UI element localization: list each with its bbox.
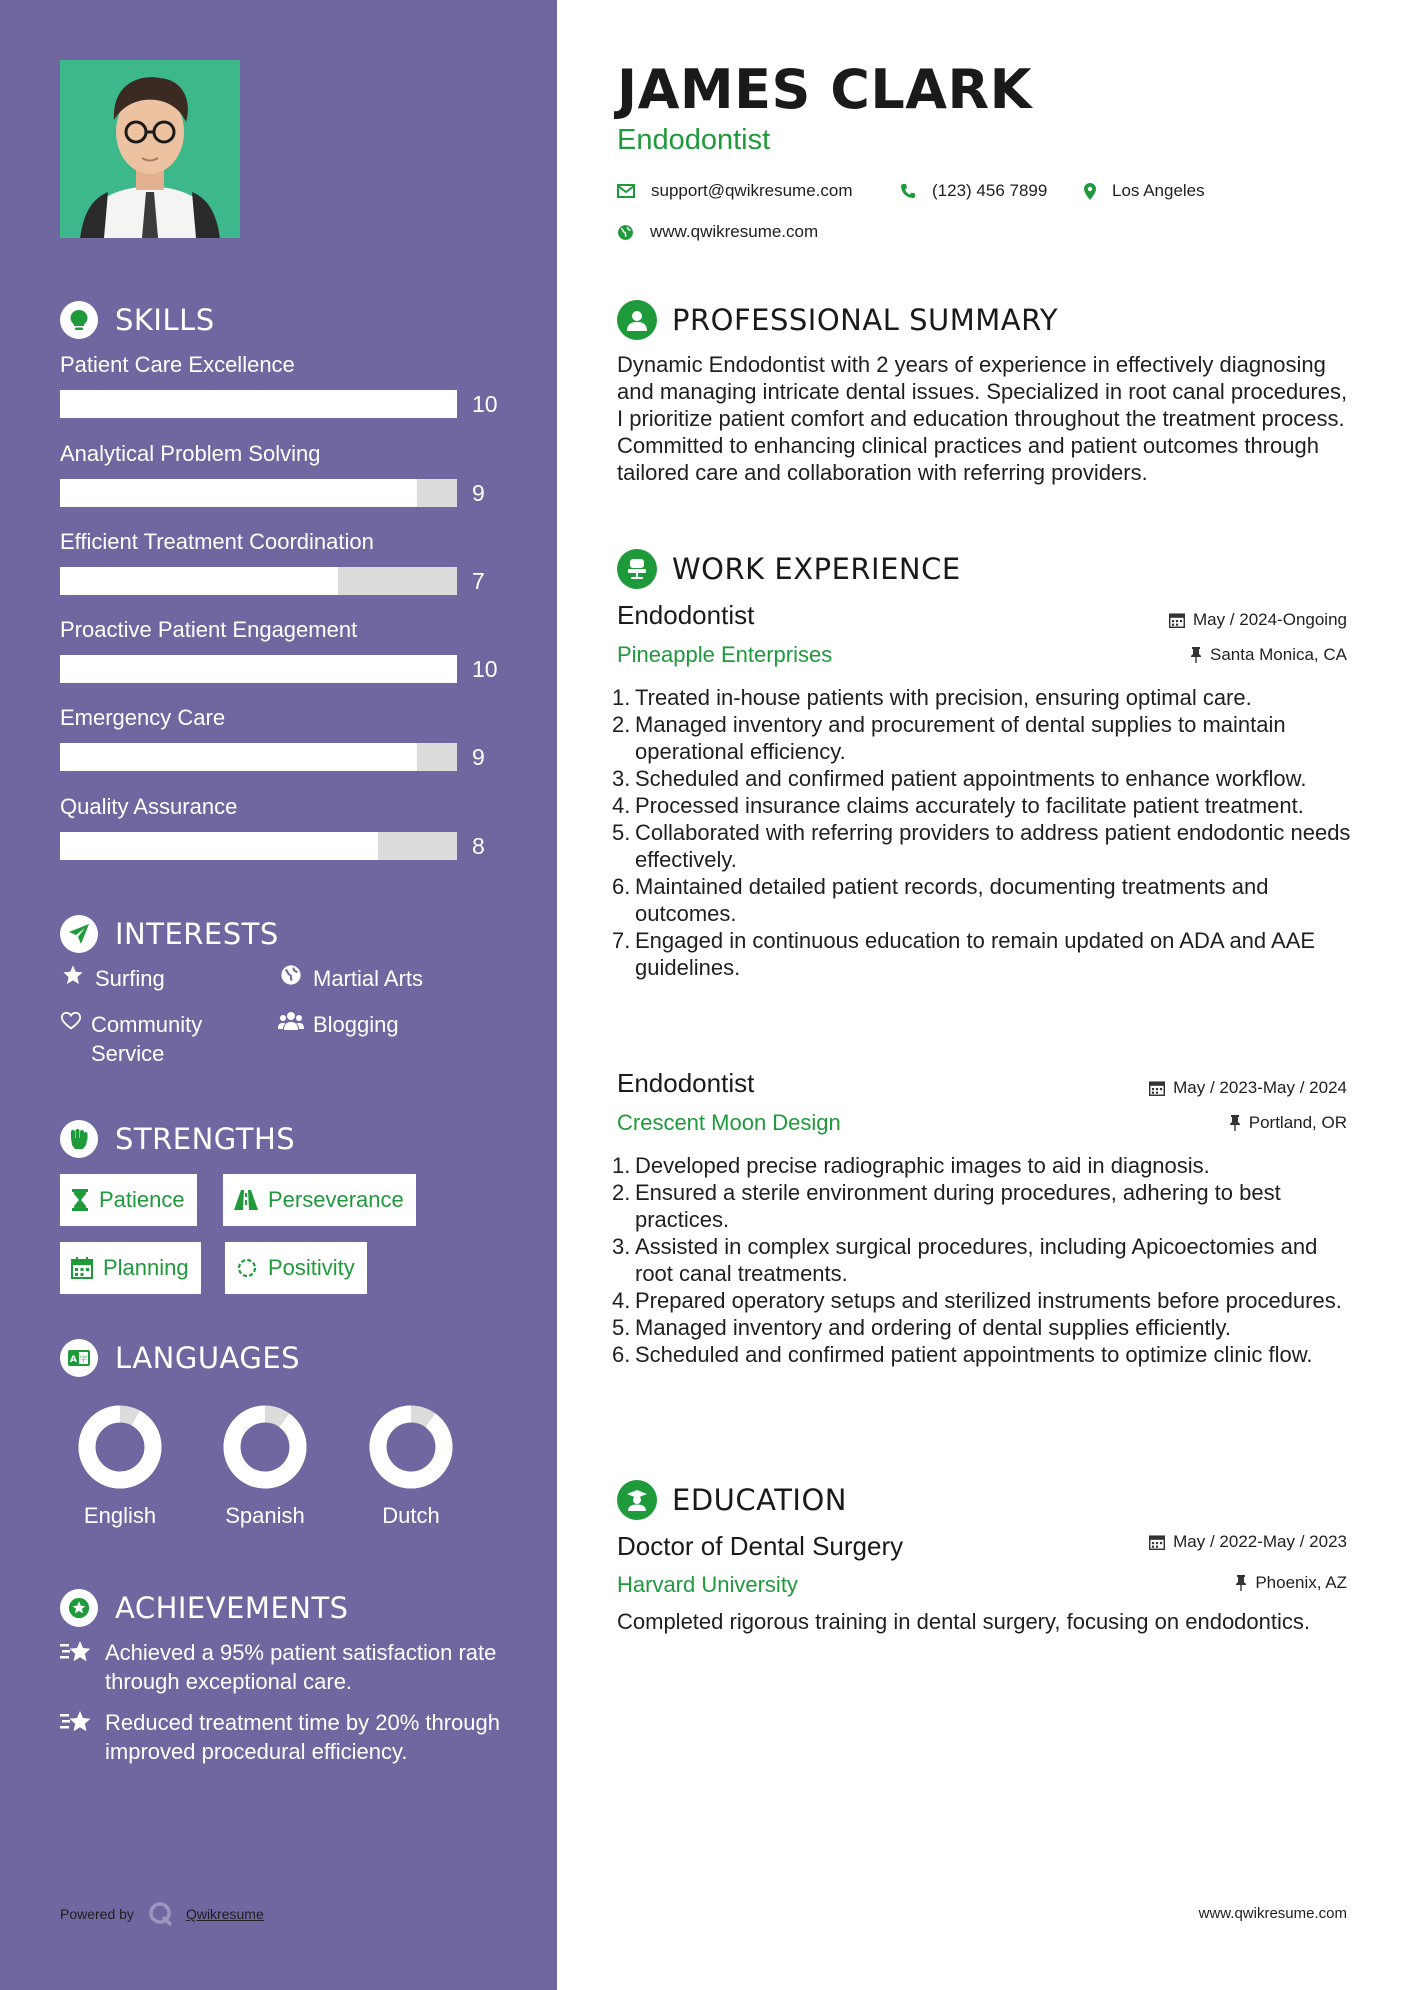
map-pin-icon xyxy=(1084,183,1096,200)
skill-bar-fill xyxy=(60,567,338,595)
list-item: Ensured a sterile environment during procedures, adhering to best practices. xyxy=(635,1180,1281,1232)
job-duties-list xyxy=(612,684,1357,981)
hourglass-icon xyxy=(71,1189,89,1211)
calendar-icon xyxy=(1149,1080,1165,1096)
language-ring xyxy=(351,1402,471,1492)
envelope-icon xyxy=(617,184,635,198)
skill-name: Proactive Patient Engagement xyxy=(60,617,358,642)
job-location xyxy=(1229,1113,1347,1133)
summary-title: PROFESSIONAL SUMMARY xyxy=(672,303,1059,337)
skill-item xyxy=(60,441,500,506)
interests-title: INTERESTS xyxy=(115,917,279,951)
svg-text:A: A xyxy=(70,1355,77,1365)
achievement-item xyxy=(60,1638,520,1696)
star-icon xyxy=(60,964,86,986)
powered-by-label: Powered by xyxy=(60,1906,134,1922)
summary-header xyxy=(617,300,1058,340)
experience-header xyxy=(617,549,961,589)
skill-level: 9 xyxy=(472,480,485,506)
strength-label: Planning xyxy=(103,1255,189,1280)
language-item xyxy=(205,1402,325,1529)
briefcase-chair-icon xyxy=(617,549,657,589)
skill-item xyxy=(60,529,500,594)
strengths-title: STRENGTHS xyxy=(115,1122,296,1156)
skill-level: 7 xyxy=(472,568,485,594)
lightbulb-icon xyxy=(60,301,98,339)
interest-label: Community Service xyxy=(91,1012,203,1066)
strengths-header xyxy=(60,1120,295,1158)
education-school: Harvard University xyxy=(617,1572,798,1597)
skill-bar xyxy=(60,832,457,860)
education-location xyxy=(1235,1573,1347,1593)
graduate-icon xyxy=(617,1480,657,1520)
job-location xyxy=(1190,645,1347,665)
candidate-name: JAMES CLARK xyxy=(617,58,1032,121)
skill-item xyxy=(60,617,500,682)
interests-header xyxy=(60,915,279,953)
heart-outline-icon xyxy=(60,1010,82,1032)
email-text[interactable]: support@qwikresume.com xyxy=(651,181,853,200)
job-dates xyxy=(1169,610,1347,630)
language-ring xyxy=(205,1402,325,1492)
education-dates-text: May / 2022-May / 2023 xyxy=(1173,1532,1347,1551)
list-item: Collaborated with referring providers to address patient endodontic needs effectively. xyxy=(635,820,1351,872)
strength-chip xyxy=(60,1174,197,1226)
achievement-text: Achieved a 95% patient satisfaction rate through exceptional care. xyxy=(105,1640,497,1694)
strength-label: Patience xyxy=(99,1187,185,1212)
skill-name: Quality Assurance xyxy=(60,794,238,819)
language-ring xyxy=(60,1402,180,1492)
list-item: Maintained detailed patient records, documenting treatments and outcomes. xyxy=(635,874,1269,926)
experience-title: WORK EXPERIENCE xyxy=(672,552,961,586)
skills-title: SKILLS xyxy=(115,303,215,337)
languages-header xyxy=(60,1339,300,1377)
qwikresume-link[interactable]: Qwikresume xyxy=(185,1906,264,1922)
skill-bar-fill xyxy=(60,743,417,771)
language-label: Dutch xyxy=(382,1503,440,1528)
education-header xyxy=(617,1480,847,1520)
pushpin-icon xyxy=(1190,647,1202,663)
skill-item xyxy=(60,352,500,417)
education-degree: Doctor of Dental Surgery xyxy=(617,1531,904,1561)
interest-label: Martial Arts xyxy=(313,966,424,991)
achievements-title: ACHIEVEMENTS xyxy=(115,1591,349,1625)
languages-title: LANGUAGES xyxy=(115,1341,301,1375)
list-item: Treated in-house patients with precision, ensuring optimal care. xyxy=(635,685,1252,710)
skill-bar-fill xyxy=(60,655,457,683)
calendar-icon xyxy=(1149,1534,1165,1550)
list-item: Managed inventory and ordering of dental supplies efficiently. xyxy=(635,1315,1232,1340)
translate-icon xyxy=(60,1339,98,1377)
education-location-text: Phoenix, AZ xyxy=(1255,1573,1347,1592)
interest-item xyxy=(278,1010,399,1039)
education-description: Completed rigorous training in dental surgery, focusing on endodontics. xyxy=(617,1609,1310,1634)
powered-by xyxy=(60,1901,264,1927)
language-item xyxy=(60,1402,180,1529)
job-duties-list xyxy=(612,1152,1357,1368)
skill-name: Emergency Care xyxy=(60,705,226,730)
language-ring-fill xyxy=(87,1414,153,1480)
strength-label: Perseverance xyxy=(268,1187,404,1212)
skill-item xyxy=(60,794,500,859)
profile-photo xyxy=(60,60,240,238)
award-star-icon xyxy=(60,1589,98,1627)
globe-icon xyxy=(617,224,634,241)
website-text[interactable]: www.qwikresume.com xyxy=(650,222,819,241)
sidebar xyxy=(0,0,557,1990)
skill-level: 9 xyxy=(472,744,485,770)
strength-chip xyxy=(223,1174,416,1226)
job-title: Endodontist xyxy=(617,600,755,630)
skill-bar-fill xyxy=(60,479,417,507)
skill-name: Analytical Problem Solving xyxy=(60,441,321,466)
skill-bar-fill xyxy=(60,832,378,860)
language-label: Spanish xyxy=(225,1503,305,1528)
skill-level: 8 xyxy=(472,833,485,859)
list-item: Managed inventory and procurement of dental supplies to maintain operational efficiency. xyxy=(635,712,1286,764)
qwikresume-logo-icon xyxy=(148,1901,174,1927)
list-item: Assisted in complex surgical procedures, including Apicoectomies and root canal treatments. xyxy=(635,1234,1318,1286)
list-item: Scheduled and confirmed patient appointments to enhance workflow. xyxy=(635,766,1307,791)
interest-item xyxy=(60,964,165,993)
list-item: Scheduled and confirmed patient appointments to optimize clinic flow. xyxy=(635,1342,1313,1367)
skill-level: 10 xyxy=(472,391,498,417)
sun-icon xyxy=(236,1257,258,1279)
list-item: Engaged in continuous education to remain updated on ADA and AAE guidelines. xyxy=(635,928,1316,980)
road-icon xyxy=(234,1190,258,1210)
interest-label: Surfing xyxy=(95,966,165,991)
job-title: Endodontist xyxy=(617,1068,755,1098)
contact-website xyxy=(617,222,818,242)
interest-item xyxy=(60,1010,240,1068)
language-ring-fill xyxy=(232,1414,298,1480)
job-company: Crescent Moon Design xyxy=(617,1110,841,1135)
location-text: Los Angeles xyxy=(1112,181,1205,200)
candidate-role: Endodontist xyxy=(617,124,771,156)
skill-level: 10 xyxy=(472,656,498,682)
list-item: Prepared operatory setups and sterilized instruments before procedures. xyxy=(635,1288,1342,1313)
interest-label: Blogging xyxy=(313,1012,399,1037)
contact-location xyxy=(1084,181,1205,201)
job-dates-text: May / 2023-May / 2024 xyxy=(1173,1078,1347,1097)
skill-bar xyxy=(60,655,457,683)
interest-item xyxy=(278,964,423,993)
pushpin-icon xyxy=(1235,1575,1247,1591)
skill-bar xyxy=(60,479,457,507)
skills-header xyxy=(60,301,215,339)
skill-bar-fill xyxy=(60,390,457,418)
strength-chip xyxy=(60,1242,201,1294)
language-ring-fill xyxy=(378,1414,444,1480)
skill-bar xyxy=(60,567,457,595)
contact-phone xyxy=(900,181,1047,201)
education-dates xyxy=(1149,1532,1347,1552)
shooting-star-icon xyxy=(60,1708,92,1766)
job-dates xyxy=(1149,1078,1347,1098)
footer-url[interactable]: www.qwikresume.com xyxy=(1198,1905,1347,1922)
calendar-icon xyxy=(1169,612,1185,628)
achievement-item xyxy=(60,1708,520,1766)
list-item: Developed precise radiographic images to aid in diagnosis. xyxy=(635,1153,1210,1178)
language-label: English xyxy=(83,1503,157,1528)
language-item xyxy=(351,1402,471,1529)
skill-item xyxy=(60,705,500,770)
list-item: Processed insurance claims accurately to facilitate patient treatment. xyxy=(635,793,1304,818)
fist-icon xyxy=(60,1120,98,1158)
user-icon xyxy=(617,300,657,340)
skill-bar xyxy=(60,390,457,418)
skill-name: Efficient Treatment Coordination xyxy=(60,529,374,554)
summary-text: Dynamic Endodontist with 2 years of experience in effectively diagnosing and managing intricate dental issues. Specialized in root canal procedures, I prioritize patient comfort and education throughout the treatment process. Committed to enhancing clinical practices and patient outcomes through tailored care and collaboration with referring providers. xyxy=(617,352,1348,485)
phone-icon xyxy=(900,183,916,199)
job-company: Pineapple Enterprises xyxy=(617,642,833,667)
shooting-star-icon xyxy=(60,1638,92,1696)
job-dates-text: May / 2024-Ongoing xyxy=(1192,610,1347,629)
achievements-header xyxy=(60,1589,349,1627)
pushpin-icon xyxy=(1229,1115,1241,1131)
svg-text:字: 字 xyxy=(79,1354,88,1364)
strength-chip xyxy=(225,1242,367,1294)
education-title: EDUCATION xyxy=(672,1483,848,1517)
calendar-icon xyxy=(71,1257,93,1279)
users-icon xyxy=(278,1010,304,1032)
job-location-text: Santa Monica, CA xyxy=(1209,645,1347,664)
skill-name: Patient Care Excellence xyxy=(60,352,295,377)
contact-email xyxy=(617,181,853,201)
skill-bar xyxy=(60,743,457,771)
job-location-text: Portland, OR xyxy=(1248,1113,1347,1132)
globe-icon xyxy=(278,964,304,986)
achievement-text: Reduced treatment time by 20% through improved procedural efficiency. xyxy=(105,1710,501,1764)
paper-plane-icon xyxy=(60,915,98,953)
phone-text[interactable]: (123) 456 7899 xyxy=(932,181,1048,200)
strength-label: Positivity xyxy=(268,1255,355,1280)
